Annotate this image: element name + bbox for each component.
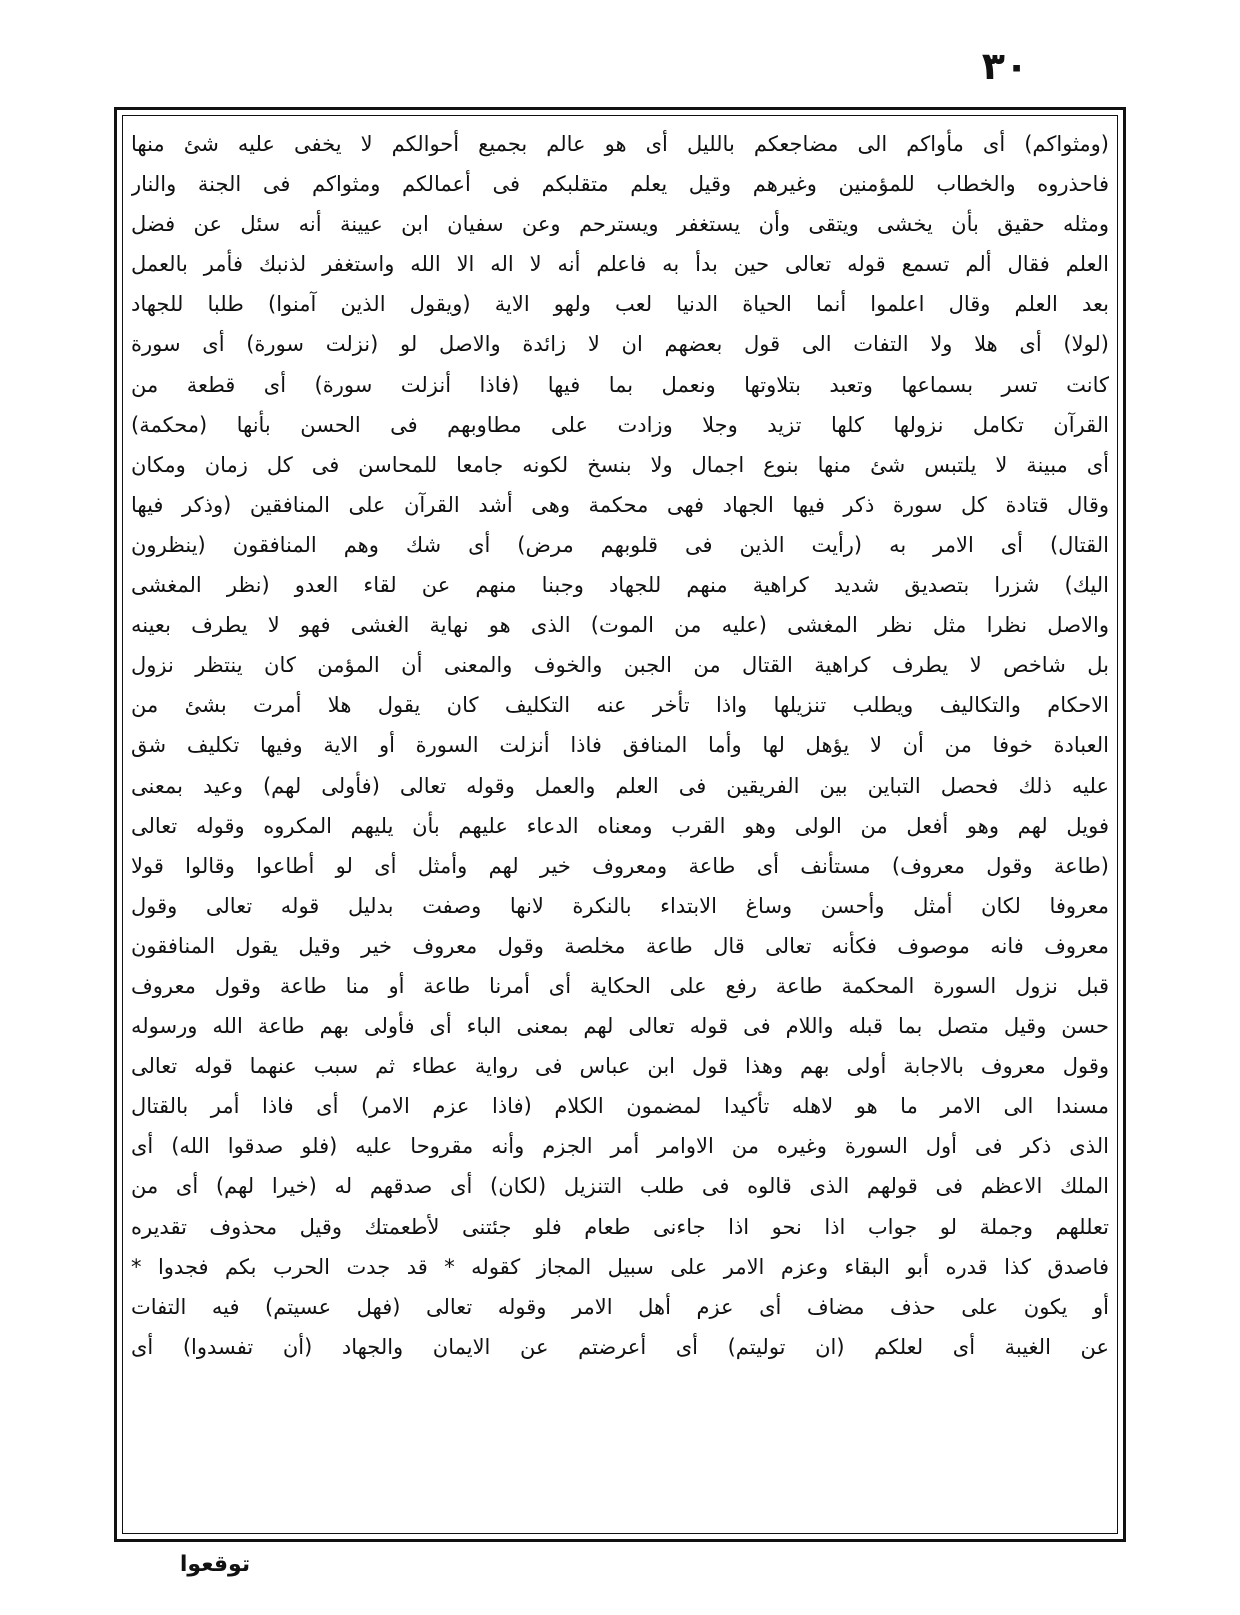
text-line: فاحذروه والخطاب للمؤمنين وغيرهم وقيل يعلم متقلبكم فى أعمالكم ومثواكم فى الجنة والنار bbox=[131, 172, 1109, 197]
text-line: أى مبينة لا يلتبس شئ منها بنوع اجمال ولا بنسخ لكونه جامعا للمحاسن فى كل زمان ومكان bbox=[131, 452, 1109, 477]
text-line: فويل لهم وهو أفعل من الولى وهو القرب ومعناه الدعاء عليهم بأن يليهم المكروه وقوله تعالى bbox=[131, 813, 1109, 838]
text-line: (لولا) أى هلا ولا التفات الى قول بعضهم ان لا زائدة والاصل لو (نزلت سورة) أى سورة bbox=[131, 332, 1109, 357]
text-line: عن الغيبة أى لعلكم (ان توليتم) أى أعرضتم عن الايمان والجهاد (أن تفسدوا) أى bbox=[131, 1334, 1109, 1359]
text-line: اليك) شزرا بتصديق شديد كراهية منهم للجهاد وجبنا منهم عن لقاء العدو (نظر المغشى bbox=[131, 573, 1109, 598]
text-line: الملك الاعظم فى قولهم الذى قالوه فى طلب التنزيل (لكان) أى صدقهم له (خيرا لهم) أى من bbox=[131, 1174, 1109, 1199]
text-line: حسن وقيل متصل بما قبله واللام فى قوله تعالى لهم بمعنى الباء أى فأولى بهم طاعة الله ورسوله bbox=[131, 1014, 1109, 1039]
text-line: فاصدق كذا قدره أبو البقاء وعزم الامر على سبيل المجاز كقوله * قد جدت الحرب بكم فجدوا * bbox=[131, 1254, 1109, 1279]
text-line: الاحكام والتكاليف ويطلب تنزيلها واذا تأخر عنه التكليف كان يقول هلا أمرت بشئ من bbox=[131, 693, 1109, 718]
catchword: توقعوا bbox=[179, 1552, 251, 1577]
text-line: بعد العلم وقال اعلموا أنما الحياة الدنيا لعب ولهو الاية (ويقول الذين آمنوا) طلبا للجهاد bbox=[131, 292, 1109, 317]
body-text bbox=[131, 124, 1109, 1529]
text-line: العلم فقال ألم تسمع قوله تعالى حين بدأ به فاعلم أنه لا اله الا الله واستغفر لذنبك فأمر بالعمل bbox=[131, 252, 1109, 277]
text-line: معروف فانه موصوف فكأنه تعالى قال طاعة مخلصة وقول معروف خير وقيل يقول المنافقون bbox=[131, 933, 1109, 958]
text-line: ومثله حقيق بأن يخشى ويتقى وأن يستغفر ويسترحم وعن سفيان ابن عيينة أنه سئل عن فضل bbox=[131, 212, 1109, 237]
text-line: عليه ذلك فحصل التباين بين الفريقين فى العلم والعمل وقوله تعالى (فأولى لهم) وعيد بمعنى bbox=[131, 773, 1109, 798]
text-line: وقال قتادة كل سورة ذكر فيها الجهاد فهى محكمة وهى أشد القرآن على المنافقين (وذكر فيها bbox=[131, 492, 1109, 517]
text-line: كانت تسر بسماعها وتعبد بتلاوتها ونعمل بما فيها (فاذا أنزلت سورة) أى قطعة من bbox=[131, 372, 1109, 397]
text-line: العبادة خوفا من أن لا يؤهل لها وأما المنافق فاذا أنزلت السورة أو الاية وفيها تكليف شق bbox=[131, 733, 1109, 758]
page-number: ٣٠ bbox=[981, 44, 1029, 88]
text-line: القتال) أى الامر به (رأيت الذين فى قلوبهم مرض) أى شك وهم المنافقون (ينظرون bbox=[131, 532, 1109, 557]
text-line: الذى ذكر فى أول السورة وغيره من الاوامر أمر الجزم وأنه مقروحا عليه (فلو صدقوا الله) أى bbox=[131, 1134, 1109, 1159]
text-line: معروفا لكان أمثل وأحسن وساغ الابتداء بالنكرة لانها وصفت بدليل قوله تعالى وقول bbox=[131, 893, 1109, 918]
text-line: (ومثواكم) أى مأواكم الى مضاجعكم بالليل أى هو عالم بجميع أحوالكم لا يخفى عليه شئ منها bbox=[131, 132, 1109, 156]
text-line: مسندا الى الامر ما هو لاهله تأكيدا لمضمون الكلام (فاذا عزم الامر) أى فاذا أمر بالقتال bbox=[131, 1094, 1109, 1119]
text-line: تعللهم وجملة لو جواب اذا نحو اذا جاءنى طعام فلو جئتنى لأطعمتك وقيل محذوف تقديره bbox=[131, 1214, 1109, 1239]
page-frame bbox=[114, 107, 1126, 1542]
text-line: بل شاخص لا يطرف كراهية القتال من الجبن والخوف والمعنى أن المؤمن كان ينتظر نزول bbox=[131, 653, 1109, 678]
text-line: وقول معروف بالاجابة أولى بهم وهذا قول ابن عباس فى رواية عطاء ثم سبب عنهما قوله تعالى bbox=[131, 1054, 1109, 1079]
text-line: قبل نزول السورة المحكمة طاعة رفع على الحكاية أى أمرنا طاعة أو منا طاعة وقول معروف bbox=[131, 973, 1109, 998]
text-line: أو يكون على حذف مضاف أى عزم أهل الامر وقوله تعالى (فهل عسيتم) فيه التفات bbox=[131, 1294, 1109, 1319]
text-line: (طاعة وقول معروف) مستأنف أى طاعة ومعروف خير لهم وأمثل أى لو أطاعوا وقالوا قولا bbox=[131, 853, 1109, 878]
text-line: والاصل نظرا مثل نظر المغشى (عليه من الموت) الذى هو نهاية الغشى فهو لا يطرف بعينه bbox=[131, 613, 1109, 638]
text-line: القرآن تكامل نزولها كلها تزيد وجلا وزادت على مطاوبهم فى الحسن بأنها (محكمة) bbox=[131, 412, 1109, 437]
